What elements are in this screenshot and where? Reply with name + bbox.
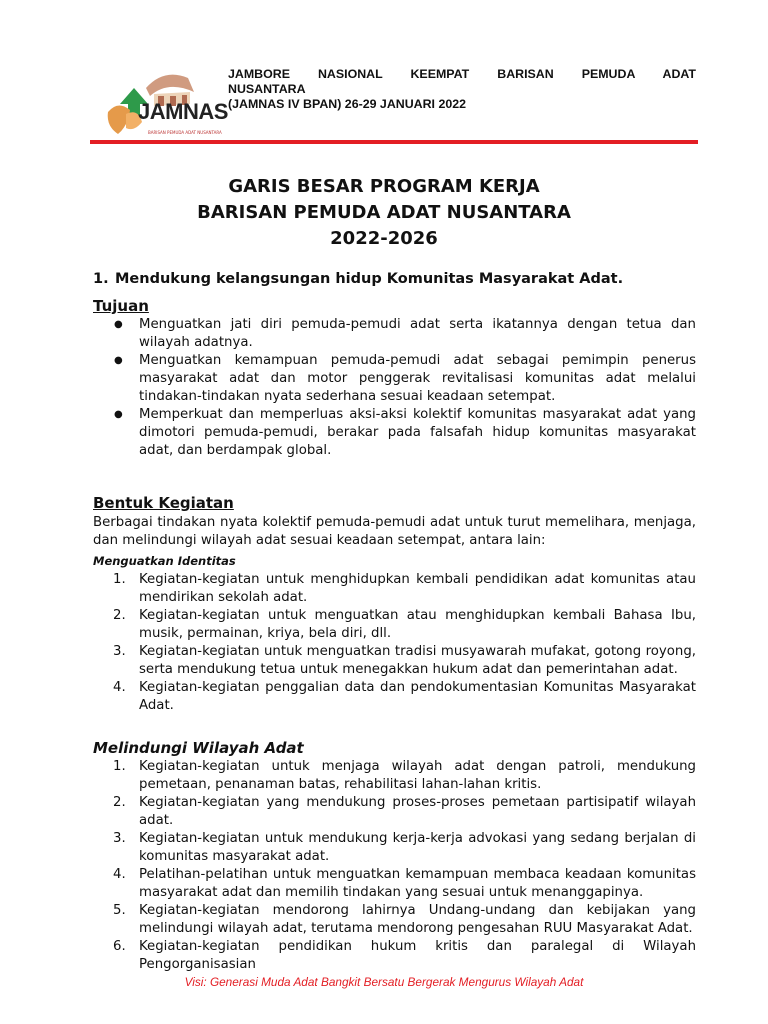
- item-number: 3.: [113, 831, 126, 846]
- bentuk-kegiatan-intro: Berbagai tindakan nyata kolektif pemuda-pemudi adat untuk turut memelihara, menjaga, dan melindungi wilayah adat sesuai keadaan setempat, antara lain:: [93, 515, 696, 548]
- header-divider: [90, 140, 698, 144]
- item-number: 2.: [113, 608, 126, 623]
- identitas-list: [93, 571, 696, 715]
- item-number: 1.: [113, 572, 126, 587]
- header-title: [228, 67, 696, 112]
- item-text: Kegiatan-kegiatan mendorong lahirnya Undang-undang dan kebijakan yang melindungi wilayah adat, terutama mendorong pengesahan RUU Masyarakat Adat.: [139, 903, 696, 936]
- list-item: [93, 794, 696, 830]
- item-text: Pelatihan-pelatihan untuk menguatkan kemampuan membaca keadaan komunitas masyarakat adat dan memilih tindakan yang sesuai untuk menanggapinya.: [139, 867, 696, 900]
- item-text: Kegiatan-kegiatan untuk menguatkan atau menghidupkan kembali Bahasa Ibu, musik, permainan, kriya, bela diri, dll.: [139, 608, 696, 641]
- list-item: [93, 679, 696, 715]
- item-number: 2.: [113, 795, 126, 810]
- item-text: Kegiatan-kegiatan penggalian data dan pendokumentasian Komunitas Masyarakat Adat.: [139, 680, 696, 713]
- document-body: [93, 270, 696, 974]
- bentuk-kegiatan-heading: Bentuk Kegiatan: [93, 494, 234, 512]
- logo-subtitle: BARISAN PEMUDA ADAT NUSANTARA: [148, 130, 222, 135]
- item-number: 1.: [113, 759, 126, 774]
- page-title: [0, 174, 768, 252]
- list-item: ● Menguatkan kemampuan pemuda-pemudi adat sebagai pemimpin penerus masyarakat adat dan motor penggerak revitalisasi komunitas adat melalui tindakan-tindakan nyata sederhana sesuai keadaan setempat.: [93, 352, 696, 406]
- item-text: Kegiatan-kegiatan untuk menjaga wilayah adat dengan patroli, mendukung pemetaan, penanaman batas, rehabilitasi lahan-lahan kritis.: [139, 759, 696, 792]
- list-item: [93, 571, 696, 607]
- item-text: Kegiatan-kegiatan yang mendukung proses-proses pemetaan partisipatif wilayah adat.: [139, 795, 696, 828]
- list-item: [93, 607, 696, 643]
- identitas-heading: Menguatkan Identitas: [93, 554, 236, 568]
- list-item: ● Memperkuat dan memperluas aksi-aksi kolektif komunitas masyarakat adat yang dimotori pemuda-pemudi, berakar pada falsafah hidup komunitas masyarakat adat, dan berdampak global.: [93, 406, 696, 460]
- list-item: ● Menguatkan jati diri pemuda-pemudi adat serta ikatannya dengan tetua dan wilayah adatnya.: [93, 316, 696, 352]
- list-item: [93, 643, 696, 679]
- item-number: 4.: [113, 867, 126, 882]
- section-number: 1.: [93, 271, 109, 287]
- title-line-2: BARISAN PEMUDA ADAT NUSANTARA: [197, 202, 571, 223]
- section-heading-text: Mendukung kelangsungan hidup Komunitas Masyarakat Adat.: [115, 271, 624, 287]
- title-line-1: GARIS BESAR PROGRAM KERJA: [228, 176, 540, 197]
- footer-vision: Visi: Generasi Muda Adat Bangkit Bersatu Bergerak Mengurus Wilayah Adat: [184, 975, 584, 989]
- item-number: 5.: [113, 903, 126, 918]
- header-line-1: JAMBORE NASIONAL KEEMPAT BARISAN PEMUDA ADAT: [228, 67, 696, 81]
- title-line-3: 2022-2026: [330, 228, 438, 249]
- item-text: Kegiatan-kegiatan pendidikan hukum kritis dan paralegal di Wilayah Pengorganisasian: [139, 939, 696, 972]
- list-item: [93, 938, 696, 974]
- tujuan-heading: Tujuan: [93, 297, 149, 315]
- section-heading: [93, 270, 696, 288]
- item-number: 3.: [113, 644, 126, 659]
- item-number: 4.: [113, 680, 126, 695]
- jamnas-logo: [98, 66, 226, 142]
- header-line-2: NUSANTARA: [228, 82, 306, 96]
- logo-wordmark: JAMNAS: [138, 99, 228, 124]
- document-header: [98, 62, 698, 144]
- list-item: [93, 758, 696, 794]
- list-item: [93, 902, 696, 938]
- list-item: [93, 866, 696, 902]
- wilayah-list: [93, 758, 696, 974]
- list-item: [93, 830, 696, 866]
- header-line-3: (JAMNAS IV BPAN) 26-29 JANUARI 2022: [228, 97, 467, 111]
- item-text: Kegiatan-kegiatan untuk menguatkan tradisi musyawarah mufakat, gotong royong, serta mendukung tetua untuk menegakkan hukum adat dan pemerintahan adat.: [139, 644, 696, 677]
- wilayah-heading: Melindungi Wilayah Adat: [93, 739, 304, 757]
- item-text: Kegiatan-kegiatan untuk menghidupkan kembali pendidikan adat komunitas atau mendirikan sekolah adat.: [139, 572, 696, 605]
- tujuan-list: [93, 316, 696, 460]
- item-text: Kegiatan-kegiatan untuk mendukung kerja-kerja advokasi yang sedang berjalan di komunitas masyarakat adat.: [139, 831, 696, 864]
- item-number: 6.: [113, 939, 126, 954]
